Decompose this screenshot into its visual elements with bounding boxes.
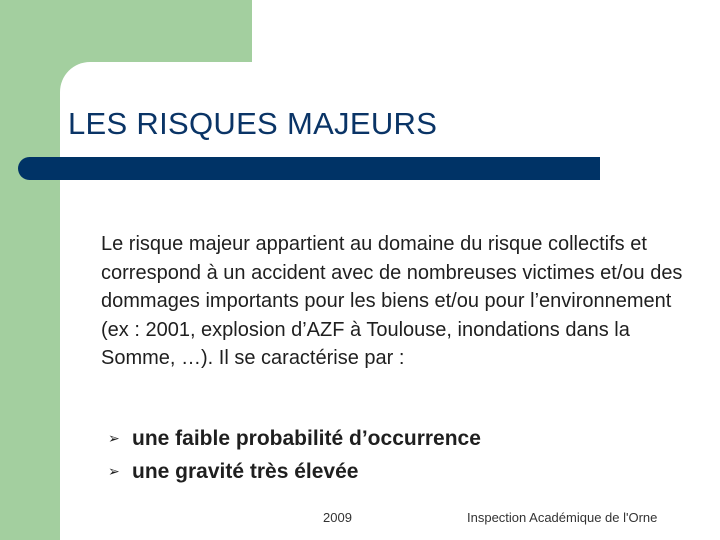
footer-organization: Inspection Académique de l'Orne xyxy=(467,510,658,525)
slide-title: LES RISQUES MAJEURS xyxy=(68,106,438,141)
body-paragraph: Le risque majeur appartient au domaine du risque collectifs et correspond à un accident avec de nombreuses victimes et/ou des dommages importants pour les biens et/ou pour l’environnement (ex : 2001, explosion d’AZF à Toulouse, inondations dans la Somme, …). Il se caractérise par : xyxy=(101,233,683,369)
arrow-bullet-icon: ➢ xyxy=(108,463,120,479)
list-item xyxy=(108,422,481,455)
footer-year: 2009 xyxy=(323,510,352,525)
bullet-text: une faible probabilité d’occurrence xyxy=(132,426,481,450)
bullet-list xyxy=(108,422,481,488)
arrow-bullet-icon: ➢ xyxy=(108,430,120,446)
title-underline-bar xyxy=(18,157,600,180)
bullet-text: une gravité très élevée xyxy=(132,459,359,483)
list-item xyxy=(108,455,481,488)
